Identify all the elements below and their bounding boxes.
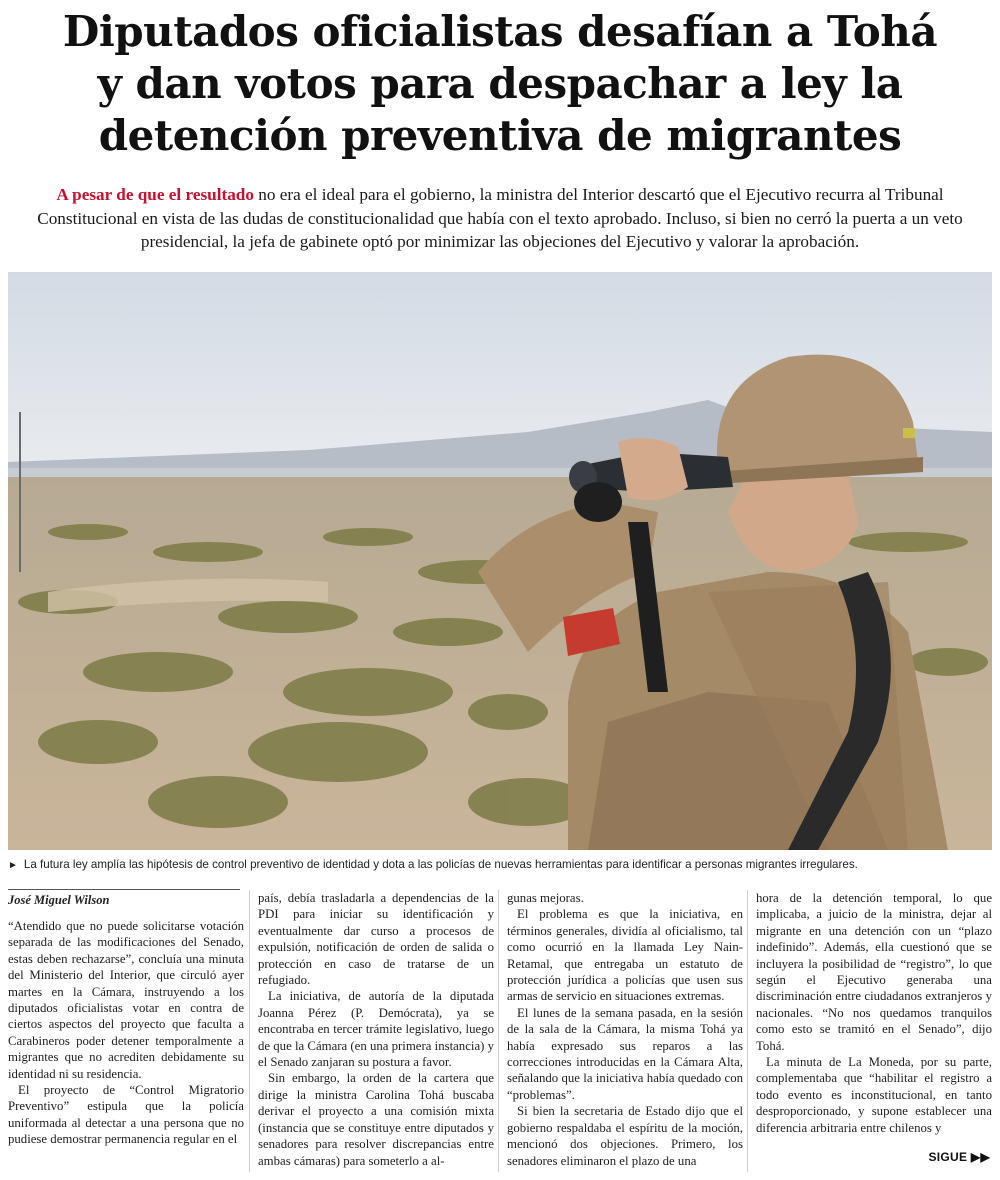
article-column-2 <box>258 890 494 1172</box>
article-column-1 <box>8 918 244 1172</box>
headline <box>20 6 980 162</box>
lead-paragraph <box>12 183 988 254</box>
col3-paragraph-3: El lunes de la semana pasada, en la sesión de la sala de la Cámara, la misma Tohá ya había expresado sus reparos a las correcciones introducidas en la Cámara Alta, señalando que la iniciativa había quedado con “problemas”. <box>507 1005 743 1102</box>
byline-divider <box>8 889 240 890</box>
column-divider <box>747 890 748 1172</box>
headline-line-2: y dan votos para despachar a ley la <box>97 59 903 108</box>
col3-paragraph-2: El problema es que la iniciativa, en términos generales, dividía al oficialismo, tal como ocurrió en la llamada Ley Nain-Retamal, que entregaba un estatuto de protección jurídica a policías que usen sus armas de servicio en situaciones extremas. <box>507 907 743 1004</box>
byline: José Miguel Wilson <box>8 893 110 907</box>
article-column-3 <box>507 890 743 1172</box>
col4-paragraph-1: hora de la detención temporal, lo que implicaba, a juicio de la ministra, dejar al migrante en una detención con un “plazo indefinido”. Además, ella cuestionó que se incluyera la posibilidad de “registro”, lo que según el Ejecutivo generaba una discriminación entre ciudadanos extranjeros y nacionales. “No nos quedamos tranquilos como esto se tramitó en el Senado”, dijo Tohá. <box>756 891 992 1053</box>
headline-line-1: Diputados oficialistas desafían a Tohá <box>62 7 938 56</box>
news-photo <box>8 272 992 850</box>
article-column-4 <box>756 890 992 1152</box>
col3-paragraph-4: Si bien la secretaria de Estado dijo que el gobierno respaldaba el espíritu de la moción, mencionó dos objeciones. Primero, los senadores eliminaron el plazo de una <box>507 1104 743 1168</box>
col4-paragraph-2: La minuta de La Moneda, por su parte, complementaba que “habilitar el registro a todo evento es inconstitucional, en tanto desproporcionado, y supone establecer una diferencia arbitraria entre chilenos y <box>756 1055 992 1135</box>
column-divider <box>249 890 250 1172</box>
soldier-binoculars-photo <box>8 272 992 850</box>
col1-paragraph-1: “Atendido que no puede solicitarse votación separada de las modificaciones del Senado, estas deben rechazarse”, concluía una minuta del Ministerio del Interior, que circuló ayer martes en la Cámara, instruyendo a los diputados oficialistas votar en contra de ciertos aspectos del proyecto que faculta a Carabineros poder detener temporalmente a migrantes que no acrediten debidamente su identidad ni su residencia. <box>8 919 244 1081</box>
lead-kicker: A pesar de que el resultado <box>56 185 254 204</box>
continue-link[interactable]: SIGUE ▶▶ <box>928 1150 990 1164</box>
col2-paragraph-2: La iniciativa, de autoría de la diputada Joanna Pérez (P. Demócrata), ya se encontraba en tercer trámite legislativo, luego de que la Cámara (en una primera instancia) y el Senado zanjaran su postura a favor. <box>258 989 494 1070</box>
col1-paragraph-2: El proyecto de “Control Migratorio Preventivo” estipula que la policía uniformada al detectar a una persona que no pudiese demostrar permanencia regular en el <box>8 1083 244 1147</box>
caption-marker-icon: ► <box>8 860 18 871</box>
headline-line-3: detención preventiva de migrantes <box>98 111 902 160</box>
col3-paragraph-1: gunas mejoras. <box>507 891 584 905</box>
photo-caption <box>8 858 992 871</box>
caption-text: La futura ley amplía las hipótesis de control preventivo de identidad y dota a las policías de nuevas herramientas para identificar a personas migrantes irregulares. <box>23 858 858 871</box>
lead-text: no era el ideal para el gobierno, la ministra del Interior descartó que el Ejecutivo recurra al Tribunal Constitucional en vista de las dudas de constitucionalidad que había con el texto aprobado. Incluso, si bien no cerró la puerta a un veto presidencial, la jefa de gabinete optó por minimizar las objeciones del Ejecutivo y valorar la aprobación. <box>37 185 963 251</box>
col2-paragraph-1: país, debía trasladarla a dependencias de la PDI para iniciar su identificación y eventualmente dar curso a procesos de expulsión, notificación de orden de salida o protección en caso de tratarse de un refugiado. <box>258 891 494 988</box>
col2-paragraph-3: Sin embargo, la orden de la cartera que dirige la ministra Carolina Tohá buscaba derivar el proyecto a una comisión mixta (instancia que se constituye entre diputados y senadores para resolver discrepancias entre ambas cámaras) para someterlo a al- <box>258 1071 494 1168</box>
column-divider <box>498 890 499 1172</box>
